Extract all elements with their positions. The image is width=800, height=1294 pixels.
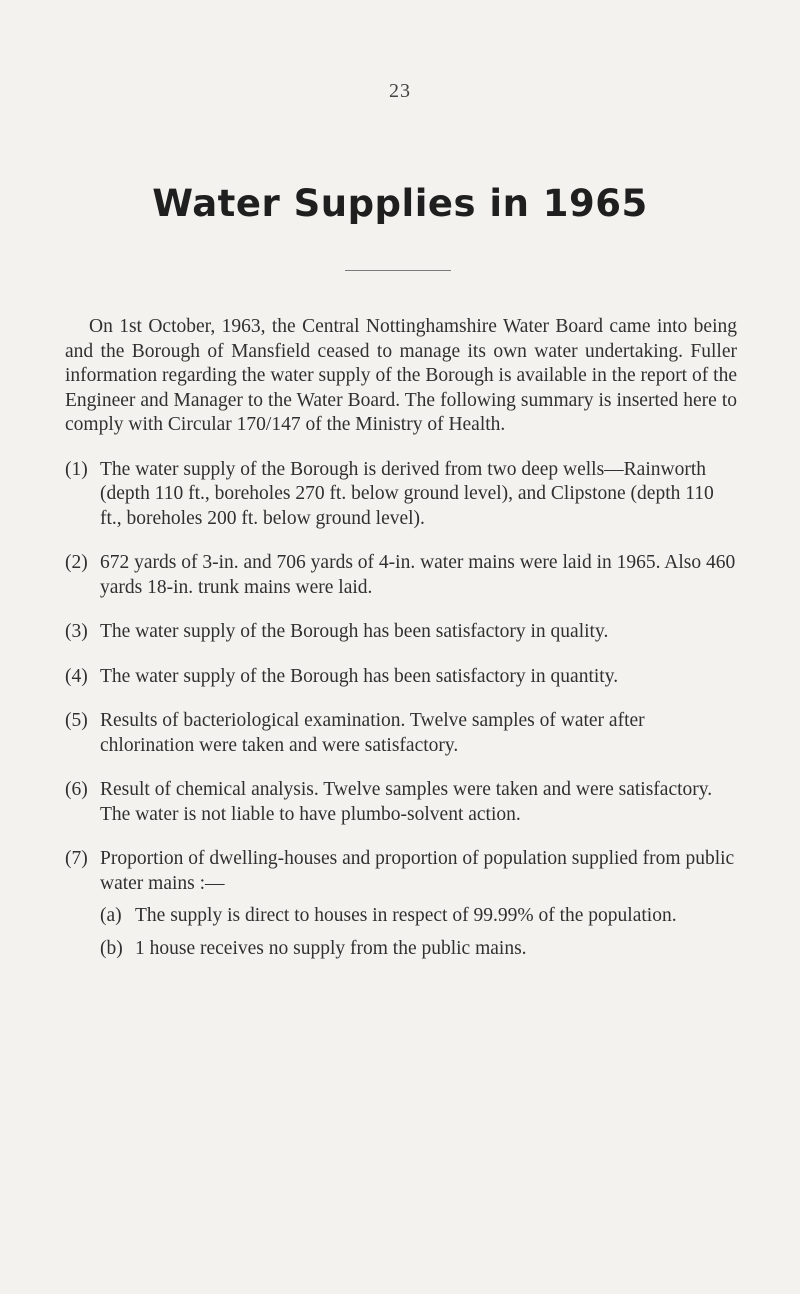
item-text: 672 yards of 3-in. and 706 yards of 4-in. water mains were laid in 1965. Also 460 yards 18-in. trunk mains were laid.: [100, 552, 736, 598]
item-number: (3): [65, 621, 88, 642]
item-number: (7): [65, 848, 88, 869]
list-item-7: [65, 847, 737, 961]
intro-paragraph: On 1st October, 1963, the Central Nottinghamshire Water Board came into being and the Borough of Mansfield ceased to manage its own water undertaking. Fuller information regarding the water supply of the Borough is available in the report of the Engineer and Manager to the Water Board. The following summary is inserted here to comply with Circular 170/147 of the Ministry of Health.: [65, 316, 737, 435]
sub-item-number: (a): [100, 905, 122, 926]
sub-item-a: [100, 904, 737, 929]
item-number: (4): [65, 665, 88, 687]
item-text: The water supply of the Borough has been satisfactory in quantity.: [100, 665, 619, 687]
page-title: Water Supplies in 1965: [152, 182, 648, 225]
page-number: 23: [389, 80, 411, 102]
sub-item-number: (b): [100, 937, 123, 959]
item-text: Results of bacteriological examination. Twelve samples of water after chlorination were taken and were satisfactory.: [100, 710, 645, 756]
list-item-2: [65, 551, 737, 600]
item-text: The water supply of the Borough is derived from two deep wells—Rainworth (depth 110 ft., boreholes 270 ft. below ground level), and Clipstone (depth 110 ft., boreholes 200 ft. below ground level).: [100, 458, 714, 529]
title-divider: [345, 270, 451, 271]
list-item-5: [65, 709, 737, 758]
sub-item-b: [100, 937, 737, 962]
report-body: [65, 315, 737, 981]
item-number: (2): [65, 552, 88, 573]
list-item-3: [65, 620, 737, 645]
list-item-6: [65, 778, 737, 827]
item-number: (1): [65, 458, 88, 480]
sub-item-text: 1 house receives no supply from the public mains.: [135, 937, 527, 959]
item-body: [100, 847, 737, 961]
list-item-4: [65, 665, 737, 690]
item-number: (6): [65, 779, 88, 800]
sub-item-text: The supply is direct to houses in respect of 99.99% of the population.: [135, 905, 677, 926]
item-text: Result of chemical analysis. Twelve samples were taken and were satisfactory. The water is not liable to have plumbo-solvent action.: [100, 779, 713, 825]
item-text: The water supply of the Borough has been satisfactory in quality.: [100, 621, 609, 642]
list-item-1: [65, 458, 737, 532]
item-number: (5): [65, 710, 88, 731]
item-text: Proportion of dwelling-houses and proportion of population supplied from public water mains :—: [100, 848, 735, 894]
